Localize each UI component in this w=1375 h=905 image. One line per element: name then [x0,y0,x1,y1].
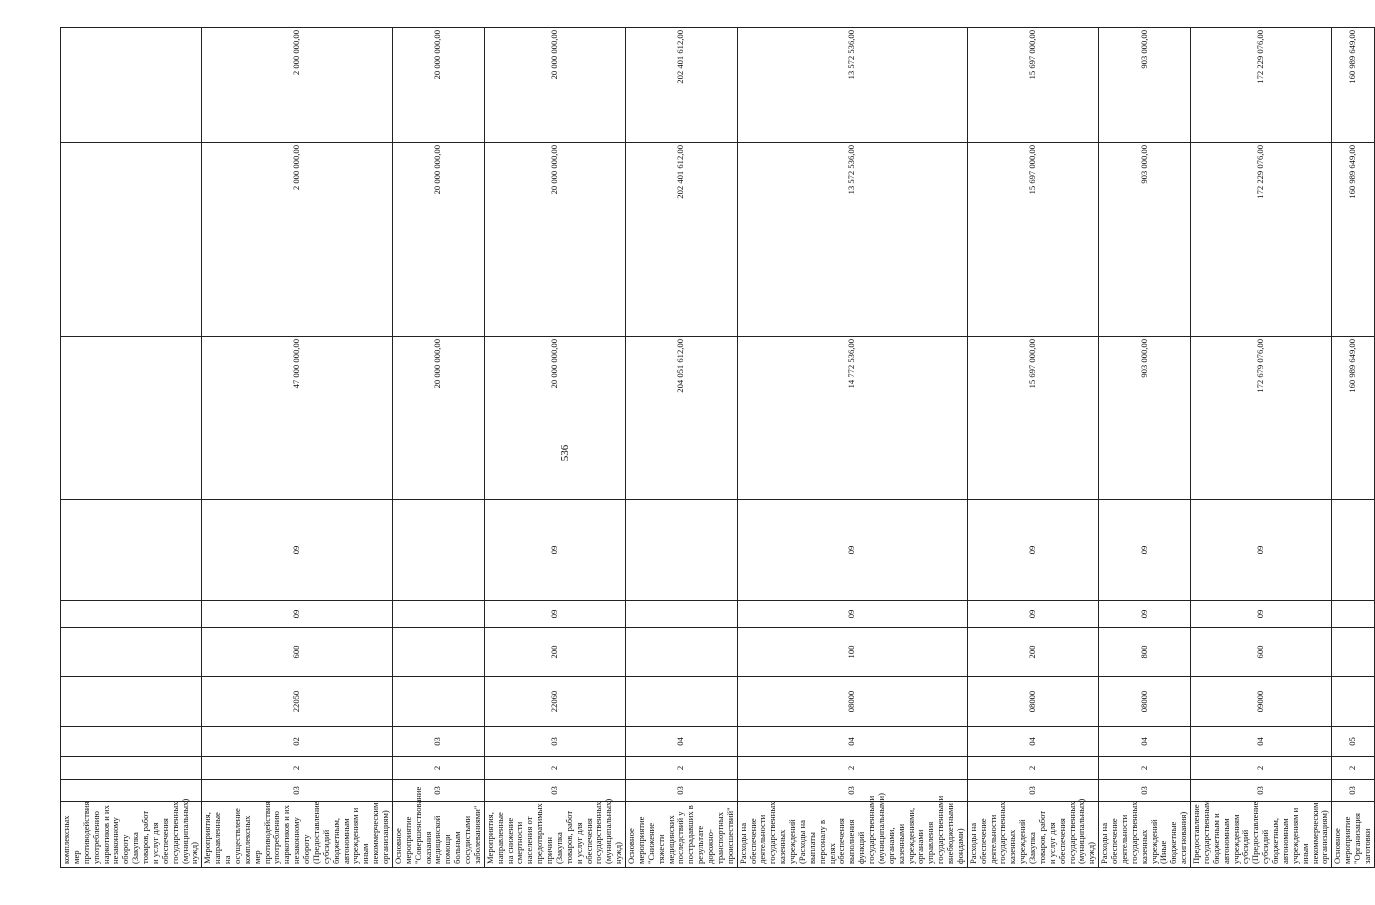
cell-c3: 04 [1191,727,1332,757]
cell-c3: 03 [484,727,625,757]
cell-c5: 100 [737,628,967,677]
cell-c2 [61,757,202,780]
cell-c4: 09000 [1191,677,1332,727]
cell-c2: 2 [967,757,1098,780]
cell-v3: 20 000 000,00 [484,28,625,143]
cell-c1: 03 [1191,780,1332,802]
cell-c1: 03 [967,780,1098,802]
cell-name: Расходы на обеспечение деятельности государственных казенных учреждений (Закупка товаров, работ и услуг для обеспечения государственных (муниципальных) нужд) [967,802,1098,868]
cell-v1: 172 679 076,00 [1191,337,1332,500]
cell-v3: 20 000 000,00 [392,28,484,143]
cell-c6 [626,601,738,628]
cell-v1: 15 697 000,00 [967,337,1098,500]
cell-c3: 04 [1099,727,1191,757]
cell-v2: 160 989 649,00 [1332,143,1375,337]
cell-name: Мероприятия, направленные на снижение смертности населения от предотвратимых причин (Закупка товаров, работ и услуг для обеспечения государственных (муниципальных) нужд) [484,802,625,868]
cell-v2: 2 000 000,00 [202,143,393,337]
cell-v2: 202 401 612,00 [626,143,738,337]
cell-v3: 2 000 000,00 [202,28,393,143]
cell-v3: 903 000,00 [1099,28,1191,143]
table-row [61,28,202,868]
cell-c3: 04 [737,727,967,757]
cell-c5: 200 [484,628,625,677]
table-row [967,28,1098,868]
table-row [1191,28,1332,868]
cell-c3: 04 [967,727,1098,757]
cell-name: комплексных мер противодействия употреблению наркотиков и их незаконному обороту (Закупка товаров, работ и услуг для обеспечения государственных (муниципальных) нужд) [61,802,202,868]
cell-c4: 08000 [737,677,967,727]
cell-c7: 09 [1191,500,1332,601]
cell-c4 [1332,677,1375,727]
table-row [626,28,738,868]
cell-v1 [61,337,202,500]
cell-c4 [626,677,738,727]
cell-name: Расходы на обеспечение деятельности государственных казенных учреждений (Расходы на выплаты персоналу в целях обеспечения выполнения функций государственными (муниципальными) органами, казенными учреждениями, органами управления государственными внебюджетными фондами) [737,802,967,868]
cell-v3: 13 572 536,00 [737,28,967,143]
table-row [1332,28,1375,868]
cell-name: Мероприятия, направленные на осуществление комплексных мер противодействия употреблению наркотиков и их незаконному обороту (Предоставление субсидий бюджетным, автономным учреждениям и иным некоммерческим организациям) [202,802,393,868]
cell-c6: 09 [202,601,393,628]
cell-c6: 09 [967,601,1098,628]
cell-c4: 22050 [202,677,393,727]
cell-v1: 20 000 000,00 [484,337,625,500]
cell-c1: 03 [626,780,738,802]
cell-v1: 903 000,00 [1099,337,1191,500]
table-row [737,28,967,868]
cell-c3: 05 [1332,727,1375,757]
cell-v2: 903 000,00 [1099,143,1191,337]
page-number: 536 [559,444,571,462]
table-row [392,28,484,868]
cell-name: Основное мероприятие "Организация заготовки [1332,802,1375,868]
cell-c4 [392,677,484,727]
cell-c2: 2 [737,757,967,780]
cell-c1: 03 [484,780,625,802]
budget-table [60,27,1375,868]
table-row [484,28,625,868]
cell-c6: 09 [1099,601,1191,628]
cell-name: Расходы на обеспечение деятельности государственных казенных учреждений (Иные бюджетные ассигнования) [1099,802,1191,868]
cell-v2: 13 572 536,00 [737,143,967,337]
cell-v1: 204 051 612,00 [626,337,738,500]
cell-c1: 03 [1099,780,1191,802]
cell-c6 [392,601,484,628]
cell-c6: 09 [737,601,967,628]
cell-v1: 47 000 000,00 [202,337,393,500]
cell-c3: 04 [626,727,738,757]
cell-v2: 172 229 076,00 [1191,143,1332,337]
cell-c6 [1332,601,1375,628]
cell-v2: 20 000 000,00 [484,143,625,337]
cell-v2: 15 697 000,00 [967,143,1098,337]
cell-c7 [61,500,202,601]
cell-v3 [61,28,202,143]
cell-c2: 2 [1191,757,1332,780]
cell-c7 [392,500,484,601]
cell-c7: 09 [1099,500,1191,601]
cell-v3: 202 401 612,00 [626,28,738,143]
cell-c6: 09 [1191,601,1332,628]
cell-c2: 2 [626,757,738,780]
cell-c5 [61,628,202,677]
cell-name: Основное мероприятие "Совершенствование оказания медицинской помощи больным сосудистыми заболеваниями" [392,802,484,868]
cell-c7: 09 [202,500,393,601]
cell-v3: 15 697 000,00 [967,28,1098,143]
cell-c7 [626,500,738,601]
cell-c5: 600 [202,628,393,677]
cell-v3: 160 989 649,00 [1332,28,1375,143]
cell-c4: 22060 [484,677,625,727]
cell-c2: 2 [1099,757,1191,780]
table-row [202,28,393,868]
cell-c4: 08000 [967,677,1098,727]
cell-c7: 09 [737,500,967,601]
cell-c5 [1332,628,1375,677]
cell-c5: 200 [967,628,1098,677]
cell-v3: 172 229 076,00 [1191,28,1332,143]
cell-c7 [1332,500,1375,601]
cell-c3: 02 [202,727,393,757]
cell-c2: 2 [392,757,484,780]
cell-c5 [626,628,738,677]
cell-c2: 2 [1332,757,1375,780]
cell-c6: 09 [484,601,625,628]
budget-table-rotated [60,28,1372,868]
cell-name: Предоставление государственным бюджетным и автономным учреждениям субсидий (Предоставление субсидий бюджетным, автономным учреждениям и иным некоммерческим организациям) [1191,802,1332,868]
cell-c3 [61,727,202,757]
cell-c1: 03 [737,780,967,802]
cell-c4: 08000 [1099,677,1191,727]
cell-c1: 03 [1332,780,1375,802]
cell-c5 [392,628,484,677]
cell-c7: 09 [967,500,1098,601]
table-row [1099,28,1191,868]
cell-v1: 20 000 000,00 [392,337,484,500]
cell-c2: 2 [202,757,393,780]
cell-c4 [61,677,202,727]
cell-v1: 160 989 649,00 [1332,337,1375,500]
cell-c1: 03 [392,780,484,802]
cell-name: Основное мероприятие "Снижение тяжести медицинских последствий у пострадавших в результате дорожно-транспортных происшествий" [626,802,738,868]
cell-c5: 600 [1191,628,1332,677]
cell-c1: 03 [202,780,393,802]
cell-v1: 14 772 536,00 [737,337,967,500]
cell-c3: 03 [392,727,484,757]
cell-c5: 800 [1099,628,1191,677]
cell-v2 [61,143,202,337]
cell-c7: 09 [484,500,625,601]
cell-c2: 2 [484,757,625,780]
cell-c6 [61,601,202,628]
cell-v2: 20 000 000,00 [392,143,484,337]
